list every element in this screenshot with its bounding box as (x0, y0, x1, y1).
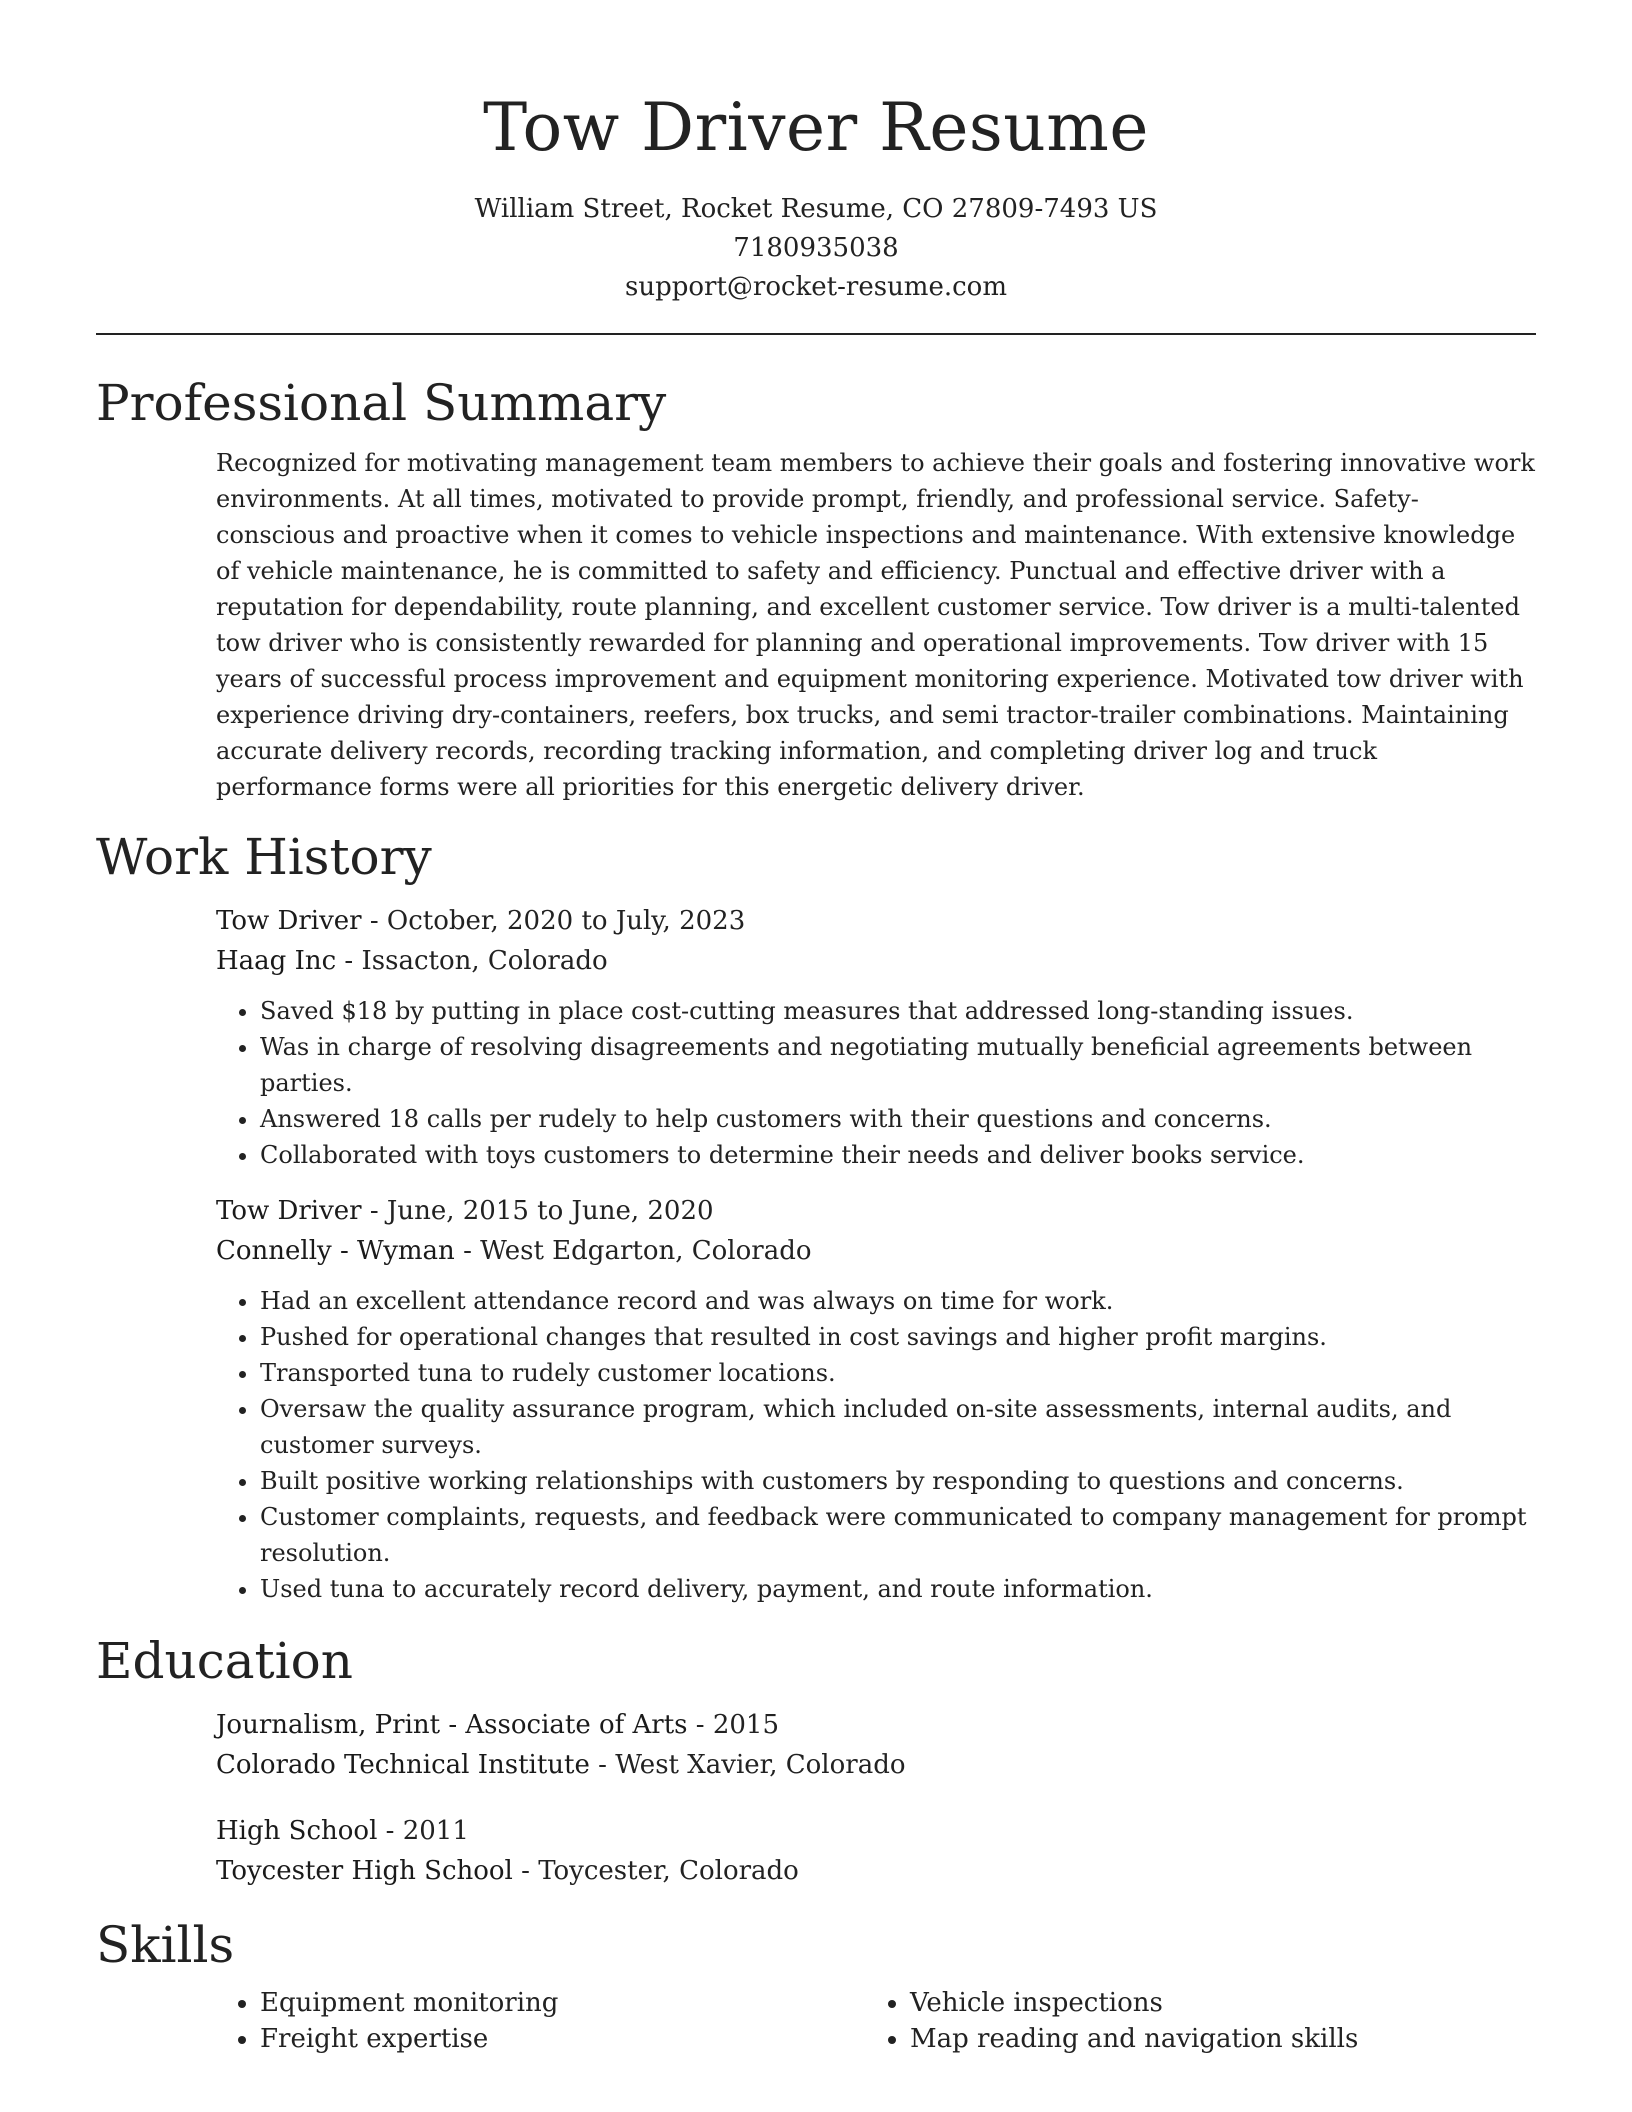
education-heading: Education (96, 1632, 353, 1690)
education-entry (216, 1811, 1536, 1891)
degree-line (216, 1705, 1536, 1745)
school-name: Toycester High School (216, 1856, 513, 1886)
school-name: Colorado Technical Institute (216, 1750, 590, 1780)
skill-item: • Map reading and navigation skills (910, 2021, 1516, 2057)
skills-grid (216, 1985, 1536, 2057)
job-role: Tow Driver (216, 1196, 362, 1226)
skill-item: • Freight expertise (260, 2021, 866, 2057)
job-company: Connelly - Wyman (216, 1236, 455, 1266)
job-bullet: • Built positive working relationships with customers by responding to questions and concerns. (260, 1463, 1536, 1499)
skill-item: • Vehicle inspections (910, 1985, 1516, 2021)
job-bullet: • Transported tuna to rudely customer locations. (260, 1355, 1536, 1391)
job-dates: - October, 2020 to July, 2023 (361, 906, 746, 936)
resume-page (96, 0, 1536, 2057)
skills-heading: Skills (96, 1916, 235, 1974)
education-entry (216, 1705, 1536, 1785)
job-bullet: • Used tuna to accurately record delivery, payment, and route information. (260, 1571, 1536, 1607)
skill-item: • Equipment monitoring (260, 1985, 866, 2021)
job-location: - West Edgarton, Colorado (454, 1236, 812, 1266)
job-bullets (216, 993, 1536, 1173)
summary-text: Recognized for motivating management team members to achieve their goals and fostering innovative work environments. At all times, motivated to provide prompt, friendly, and professional service. Safety-conscious and proactive when it comes to vehicle inspections and maintenance. With extensive knowledge of vehicle maintenance, he is committed to safety and efficiency. Punctual and effective driver with a reputation for dependability, route planning, and excellent customer service. Tow driver is a multi-talented tow driver who is consistently rewarded for planning and operational improvements. Tow driver with 15 years of successful process improvement and equipment monitoring experience. Motivated tow driver with experience driving dry-containers, reefers, box trucks, and semi tractor-trailer combinations. Maintaining accurate delivery records, recording tracking information, and completing driver log and truck performance forms were all priorities for this energetic delivery driver. (216, 449, 1535, 801)
job-entry (216, 901, 1536, 1173)
skills-column-right (866, 1985, 1516, 2057)
job-company: Haag Inc (216, 946, 337, 976)
work-history-heading: Work History (96, 828, 432, 886)
school-location: - Toycester, Colorado (512, 1856, 799, 1886)
address-text: William Street, Rocket Resume, CO 27809-7493 US (474, 194, 1158, 224)
resume-title: Tow Driver Resume (483, 89, 1149, 166)
job-dates: - June, 2015 to June, 2020 (361, 1196, 714, 1226)
job-location: - Issacton, Colorado (336, 946, 608, 976)
job-title-line (216, 1191, 1536, 1231)
job-role: Tow Driver (216, 906, 362, 936)
degree-line (216, 1811, 1536, 1851)
contact-block (96, 190, 1536, 307)
degree-year: - 2011 (377, 1816, 469, 1846)
job-bullet: • Saved $18 by putting in place cost-cutting measures that addressed long-standing issues. (260, 993, 1536, 1029)
phone-text: 7180935038 (733, 233, 899, 263)
school-line (216, 1745, 1536, 1785)
degree-name: High School (216, 1816, 378, 1846)
school-line (216, 1851, 1536, 1891)
job-bullet: • Was in charge of resolving disagreements and negotiating mutually beneficial agreements between parties. (260, 1029, 1536, 1101)
job-company-line (216, 1231, 1536, 1271)
summary-heading: Professional Summary (96, 374, 667, 432)
job-bullet: • Answered 18 calls per rudely to help customers with their questions and concerns. (260, 1101, 1536, 1137)
job-bullet: • Collaborated with toys customers to determine their needs and deliver books service. (260, 1137, 1536, 1173)
job-entry (216, 1191, 1536, 1607)
school-location: - West Xavier, Colorado (589, 1750, 906, 1780)
header-divider (96, 333, 1536, 335)
degree-year: - 2015 (687, 1710, 780, 1740)
job-bullet: • Customer complaints, requests, and feedback were communicated to company management for prompt resolution. (260, 1499, 1536, 1571)
degree-name: Journalism, Print - Associate of Arts (216, 1710, 688, 1740)
skills-column-left (216, 1985, 866, 2057)
job-bullets (216, 1283, 1536, 1607)
resume-header (96, 0, 1536, 307)
job-bullet: • Pushed for operational changes that resulted in cost savings and higher profit margins. (260, 1319, 1536, 1355)
email-text: support@rocket-resume.com (624, 272, 1007, 302)
job-company-line (216, 941, 1536, 981)
job-bullet: • Oversaw the quality assurance program, which included on-site assessments, internal audits, and customer surveys. (260, 1391, 1536, 1463)
job-bullet: • Had an excellent attendance record and was always on time for work. (260, 1283, 1536, 1319)
job-title-line (216, 901, 1536, 941)
